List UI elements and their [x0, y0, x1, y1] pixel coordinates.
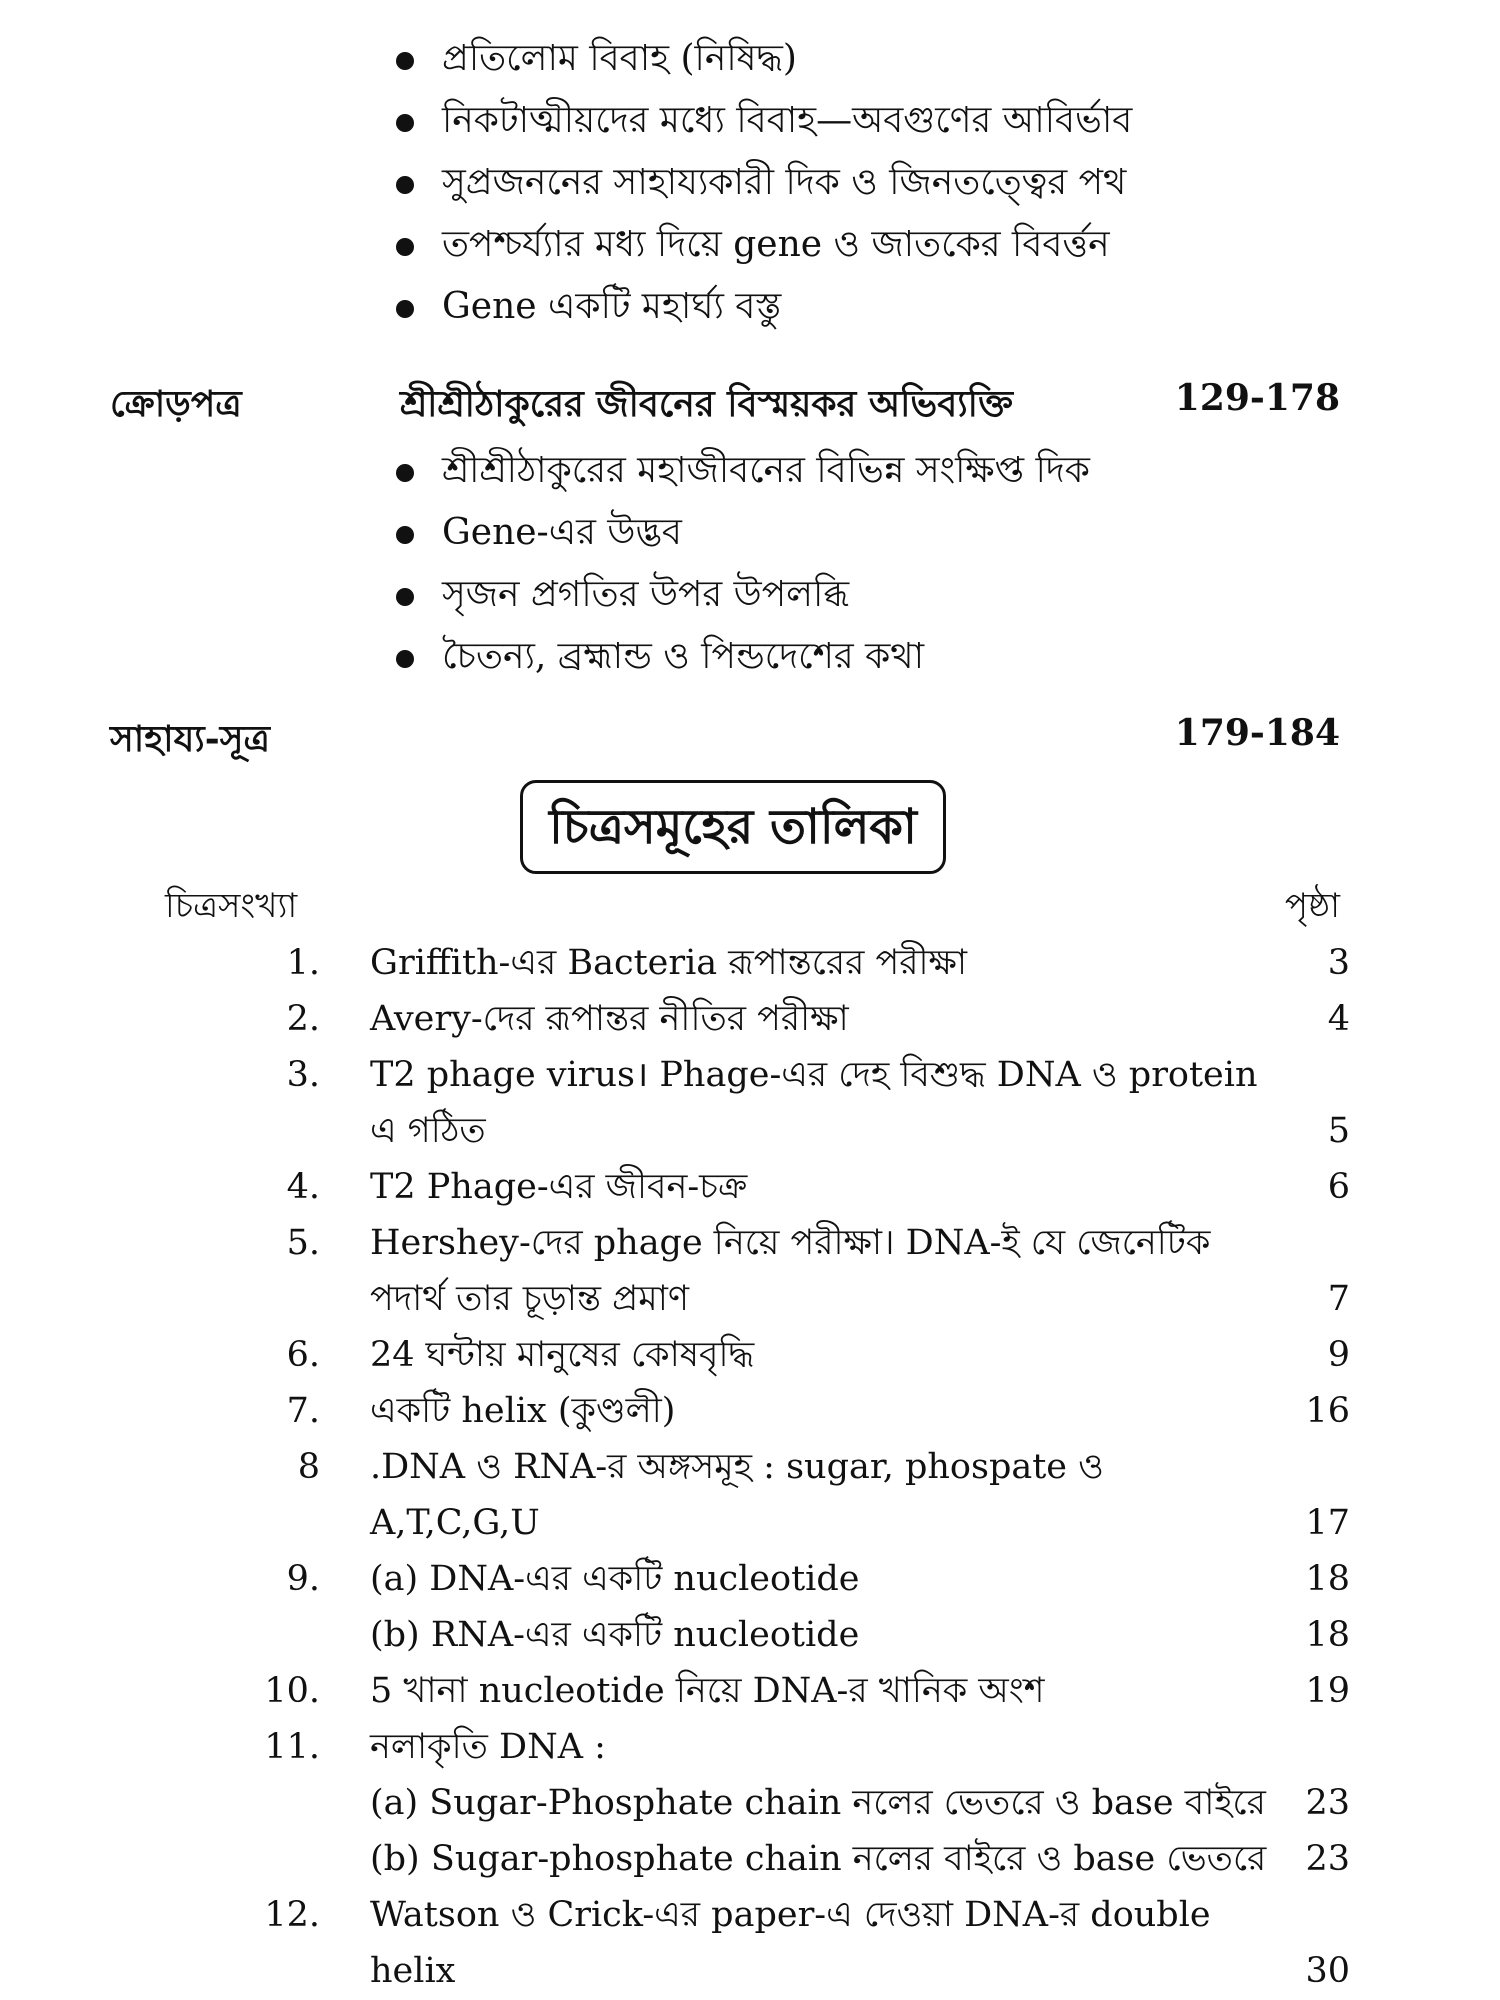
- bullet-icon: [396, 52, 414, 70]
- figure-number: 3.: [286, 1055, 320, 1095]
- table-row: [230, 1775, 1350, 1831]
- table-row: [230, 1607, 1350, 1663]
- figure-number: 10.: [264, 1671, 320, 1711]
- section-label: সাহায্য-সূত্র: [110, 718, 270, 760]
- bullet-icon: [396, 176, 414, 194]
- figure-caption: (a) DNA-এর একটি nucleotide: [370, 1559, 860, 1599]
- section-entry-sahayya-sutra: [110, 700, 1340, 770]
- section-pages: 129-178: [1174, 377, 1340, 419]
- table-row: [230, 1663, 1350, 1719]
- figure-page: 7: [1327, 1279, 1350, 1319]
- figure-number: 12.: [264, 1895, 320, 1935]
- figure-caption: (a) Sugar-Phosphate chain নলের ভেতরে ও base বাইরে: [370, 1783, 1266, 1823]
- list-item: নিকটাত্মীয়দের মধ্যে বিবাহ—অবগুণের আবির্ভাব: [390, 90, 1132, 152]
- figure-page: 17: [1305, 1503, 1350, 1543]
- table-row: [230, 1159, 1350, 1215]
- figure-caption: T2 phage virus। Phage-এর দেহ বিশুদ্ধ DNA ও protein এ গঠিত: [370, 1055, 1258, 1151]
- bullet-icon: [396, 526, 414, 544]
- figure-caption: Watson ও Crick-এর paper-এ দেওয়া DNA-র double helix: [370, 1895, 1211, 1991]
- figure-list: [230, 935, 1350, 1999]
- table-row: [230, 1831, 1350, 1887]
- figure-caption: Griffith-এর Bacteria রূপান্তরের পরীক্ষা: [370, 943, 968, 983]
- figure-number: 1.: [286, 943, 320, 983]
- bullet-icon: [396, 650, 414, 668]
- figure-caption: .DNA ও RNA-র অঙ্গসমূহ : sugar, phospate ও A,T,C,G,U: [370, 1447, 1104, 1543]
- figure-caption: (b) Sugar-phosphate chain নলের বাইরে ও base ভেতরে: [370, 1839, 1267, 1879]
- table-row: [230, 991, 1350, 1047]
- figure-number: 7.: [286, 1391, 320, 1431]
- top-bullet-list: [390, 28, 1132, 338]
- list-item: শ্রীশ্রীঠাকুরের মহাজীবনের বিভিন্ন সংক্ষিপ্ত দিক: [390, 440, 1090, 502]
- figure-caption: নলাকৃতি DNA :: [370, 1727, 606, 1767]
- bullet-icon: [396, 588, 414, 606]
- figure-caption: 5 খানা nucleotide নিয়ে DNA-র খানিক অংশ: [370, 1671, 1045, 1711]
- list-item: সৃজন প্রগতির উপর উপলব্ধি: [390, 564, 1090, 626]
- bullet-icon: [396, 114, 414, 132]
- figure-number: 8: [297, 1447, 320, 1487]
- list-item: চৈতন্য, ব্রহ্মান্ড ও পিন্ডদেশের কথা: [390, 626, 1090, 688]
- figure-page: 4: [1327, 999, 1350, 1039]
- section-title: শ্রীশ্রীঠাকুরের জীবনের বিস্ময়কর অভিব্যক্তি: [400, 383, 1013, 425]
- table-row: [230, 1215, 1350, 1327]
- table-row: [230, 1887, 1350, 1999]
- section1-bullet-list: [390, 440, 1090, 688]
- figure-page: 5: [1327, 1111, 1350, 1151]
- figure-page: 30: [1305, 1951, 1350, 1991]
- table-row: [230, 1551, 1350, 1607]
- list-item: তপশ্চর্য্যার মধ্য দিয়ে gene ও জাতকের বিবর্ত্তন: [390, 214, 1132, 276]
- table-row: [230, 1383, 1350, 1439]
- figure-caption: 24 ঘন্টায় মানুষের কোষবৃদ্ধি: [370, 1335, 755, 1375]
- figure-page: 3: [1327, 943, 1350, 983]
- figure-caption: (b) RNA-এর একটি nucleotide: [370, 1615, 860, 1655]
- figure-number: 9.: [286, 1559, 320, 1599]
- table-row: [230, 1719, 1350, 1775]
- bullet-icon: [396, 300, 414, 318]
- figure-page: 9: [1327, 1335, 1350, 1375]
- table-row: [230, 1439, 1350, 1551]
- figure-caption: T2 Phage-এর জীবন-চক্র: [370, 1167, 748, 1207]
- figure-page: 23: [1305, 1783, 1350, 1823]
- figure-number: 5.: [286, 1223, 320, 1263]
- figures-heading: চিত্রসমূহের তালিকা: [520, 780, 946, 874]
- figure-page: 16: [1305, 1391, 1350, 1431]
- figure-page: 18: [1305, 1559, 1350, 1599]
- figure-page: 6: [1327, 1167, 1350, 1207]
- table-row: [230, 1047, 1350, 1159]
- list-item: প্রতিলোম বিবাহ (নিষিদ্ধ): [390, 28, 1132, 90]
- section-label: ক্রোড়পত্র: [110, 383, 242, 425]
- column-header-figure-number: চিত্রসংখ্যা: [165, 886, 298, 926]
- figure-caption: একটি helix (কুণ্ডলী): [370, 1391, 676, 1431]
- table-row: [230, 1327, 1350, 1383]
- figure-page: 19: [1305, 1671, 1350, 1711]
- figure-number: 2.: [286, 999, 320, 1039]
- table-row: [230, 935, 1350, 991]
- column-header-page: পৃষ্ঠা: [1284, 886, 1340, 926]
- figure-number: 6.: [286, 1335, 320, 1375]
- list-item: সুপ্রজননের সাহায্যকারী দিক ও জিনতত্ত্বের পথ: [390, 152, 1132, 214]
- list-item: Gene একটি মহার্ঘ্য বস্তু: [390, 276, 1132, 338]
- figure-caption: Avery-দের রূপান্তর নীতির পরীক্ষা: [370, 999, 849, 1039]
- figure-page: 18: [1305, 1615, 1350, 1655]
- bullet-icon: [396, 464, 414, 482]
- list-item: Gene-এর উদ্ভব: [390, 502, 1090, 564]
- figure-caption: Hershey-দের phage নিয়ে পরীক্ষা। DNA-ই যে জেনেটিক পদার্থ তার চূড়ান্ত প্রমাণ: [370, 1223, 1211, 1319]
- section-pages: 179-184: [1174, 712, 1340, 754]
- bullet-icon: [396, 238, 414, 256]
- figure-number: 4.: [286, 1167, 320, 1207]
- section-entry-kroropatra: [110, 365, 1340, 435]
- figure-number: 11.: [264, 1727, 320, 1767]
- figure-page: 23: [1305, 1839, 1350, 1879]
